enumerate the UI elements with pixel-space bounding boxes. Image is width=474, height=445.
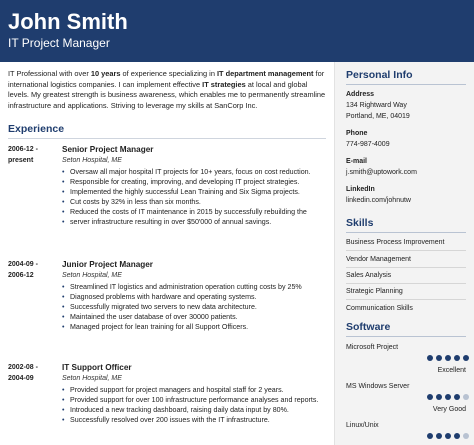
rating-dot-filled <box>445 394 451 400</box>
summary-highlight-1: 10 years <box>90 69 121 78</box>
rating-dot-filled <box>454 394 460 400</box>
email-value: j.smith@uptowork.com <box>346 169 417 176</box>
job-bullet: • Provided support for project managers and hospital staff for 2 years. <box>62 385 328 395</box>
rating-dot-filled <box>463 355 469 361</box>
job-bullet: • Streamlined IT logistics and administration operation cutting costs by 25% <box>62 282 328 292</box>
skills-heading: Skills <box>346 217 374 229</box>
summary-text-4: at local and global levels. My greatest strength is business awareness, which enables me to permanently streamline infrastructure and applications. Striving to leverage my skills at SanCorp Inc. <box>8 79 326 110</box>
rating-dot-filled <box>436 394 442 400</box>
software-name: Linux/Unix <box>346 422 379 429</box>
phone-label: Phone <box>346 130 368 137</box>
job-bullet: • Maintained the user database of over 30000 patients. <box>62 312 328 322</box>
linkedin-label: LinkedIn <box>346 186 375 193</box>
job-bullet: • Successfully resolved over 200 issues with the IT infrastructure. <box>62 415 328 425</box>
skill-item: Vendor Management <box>346 256 411 263</box>
skill-divider <box>346 250 466 251</box>
job-dates <box>8 144 52 166</box>
skill-item: Business Process Improvement <box>346 239 445 246</box>
job-date-start: 2006-12 - <box>8 146 38 153</box>
profile-summary <box>8 69 326 111</box>
job-date-end: 2004-09 <box>8 375 34 382</box>
email-label: E-mail <box>346 158 368 165</box>
software-rating <box>427 355 471 362</box>
job-bullets <box>62 167 328 228</box>
linkedin-value: linkedin.com/johnutw <box>346 197 411 204</box>
software-level: Excellent <box>437 367 466 374</box>
job-bullet: • Provided support for over 100 infrastructure performance analyses and reports. <box>62 395 328 405</box>
experience-divider <box>8 138 326 139</box>
summary-text-3: for international logistics companies. I can implement effective <box>8 69 325 89</box>
skill-divider <box>346 299 466 300</box>
address-label: Address <box>346 91 375 98</box>
job-company: Seton Hospital, ME <box>62 157 122 164</box>
job-bullets <box>62 385 328 425</box>
rating-dot-filled <box>454 355 460 361</box>
software-heading: Software <box>346 321 391 333</box>
rating-dot-filled <box>436 355 442 361</box>
job-dates <box>8 259 52 281</box>
job-bullet-continued: • server infrastructure resulting in over $50'000 of annual savings. <box>62 217 328 227</box>
skill-divider <box>346 267 466 268</box>
software-divider <box>346 336 466 337</box>
job-bullet: • Introduced a new tracking dashboard, raising daily data input by 80%. <box>62 405 328 415</box>
summary-text-2: of experience specializing in <box>120 69 217 78</box>
summary-highlight-2: IT department management <box>216 69 314 78</box>
address-line-1: 134 Rightward Way <box>346 102 407 109</box>
job-bullet: • Managed project for lean training for all Support Officers. <box>62 322 328 332</box>
job-bullet: • Cut costs by 32% in less than six months. <box>62 197 328 207</box>
job-company: Seton Hospital, ME <box>62 272 122 279</box>
skill-divider <box>346 283 466 284</box>
skill-item: Sales Analysis <box>346 272 392 279</box>
skill-item: Communication Skills <box>346 305 413 312</box>
experience-heading: Experience <box>8 123 65 135</box>
job-role: Junior Project Manager <box>62 260 153 269</box>
job-bullets <box>62 282 328 332</box>
job-role: Senior Project Manager <box>62 145 154 154</box>
software-name: Microsoft Project <box>346 344 399 351</box>
job-bullet: • Diagnosed problems with hardware and operating systems. <box>62 292 328 302</box>
candidate-title: IT Project Manager <box>8 36 110 50</box>
job-date-start: 2004-09 - <box>8 261 38 268</box>
rating-dot-filled <box>427 433 433 439</box>
rating-dot-empty <box>463 394 469 400</box>
rating-dot-filled <box>445 355 451 361</box>
software-level: Very Good <box>432 406 466 413</box>
job-bullet: • Reduced the costs of IT maintenance in 2015 by successfully rebuilding the <box>62 207 328 217</box>
rating-dot-filled <box>427 394 433 400</box>
summary-text-1: IT Professional with over <box>8 69 91 78</box>
skills-divider <box>346 232 466 233</box>
software-name: MS Windows Server <box>346 383 410 390</box>
phone-value: 774-987-4009 <box>346 141 390 148</box>
job-bullet: • Oversaw all major hospital IT projects for 10+ years, focus on cost reduction. <box>62 167 328 177</box>
personal-info-divider <box>346 84 466 85</box>
rating-dot-filled <box>454 433 460 439</box>
job-role: IT Support Officer <box>62 363 132 372</box>
job-date-end: 2006-12 <box>8 272 34 279</box>
personal-info-heading: Personal Info <box>346 69 413 81</box>
sidebar <box>334 62 474 445</box>
job-date-end: present <box>8 157 34 164</box>
rating-dot-empty <box>463 433 469 439</box>
software-rating <box>427 433 471 440</box>
address-line-2: Portland, ME, 04019 <box>346 113 410 120</box>
software-rating <box>427 394 471 401</box>
rating-dot-filled <box>427 355 433 361</box>
summary-highlight-3: IT strategies <box>202 79 246 89</box>
job-bullet: • Implemented the highly successful Lean Training and Six Sigma projects. <box>62 187 328 197</box>
candidate-name: John Smith <box>8 9 128 34</box>
main-column <box>0 62 334 445</box>
job-bullet: • Successfully migrated two servers to new data architecture. <box>62 302 328 312</box>
rating-dot-filled <box>445 433 451 439</box>
skill-item: Strategic Planning <box>346 288 403 295</box>
rating-dot-filled <box>436 433 442 439</box>
job-bullet: • Responsible for creating, improving, and developing IT project strategies. <box>62 177 328 187</box>
job-dates <box>8 362 52 384</box>
job-company: Seton Hospital, ME <box>62 375 122 382</box>
resume-header <box>0 0 474 62</box>
job-date-start: 2002-08 - <box>8 364 38 371</box>
